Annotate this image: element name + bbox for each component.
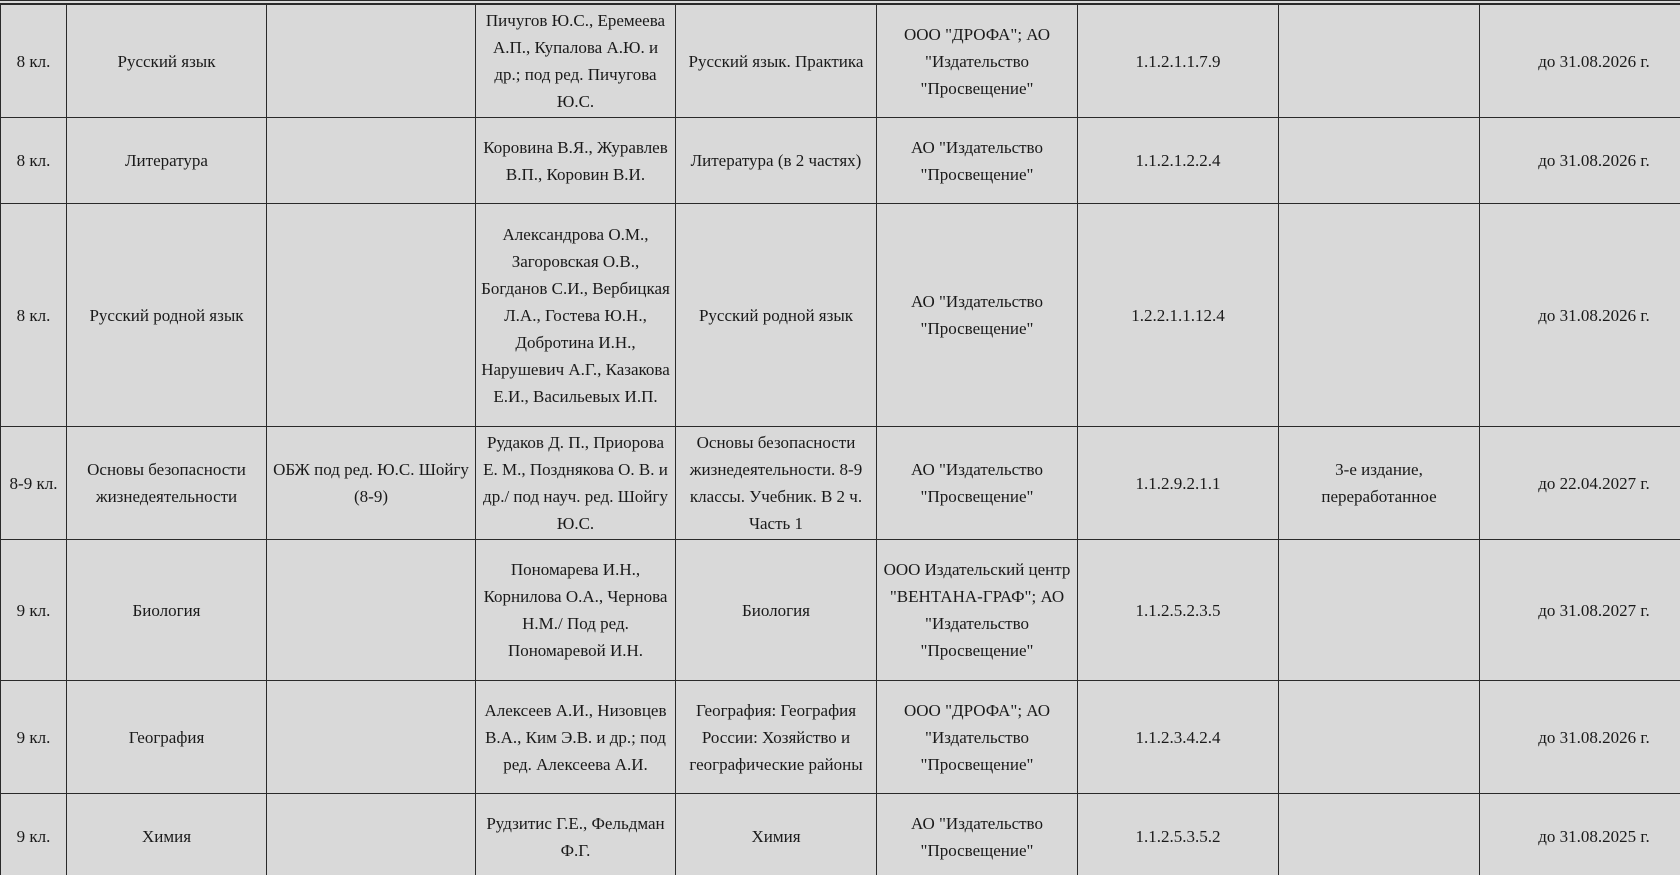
grade-cell[interactable]: 9 кл.: [1, 540, 67, 681]
subject-cell[interactable]: Русский родной язык: [67, 204, 267, 427]
note-cell[interactable]: [1279, 5, 1480, 118]
deadline-cell[interactable]: до 31.08.2025 г.: [1480, 794, 1680, 875]
grade-cell[interactable]: 8-9 кл.: [1, 427, 67, 540]
authors-cell[interactable]: Алексеев А.И., Низовцев В.А., Ким Э.В. и др.; под ред. Алексеева А.И.: [476, 681, 676, 794]
deadline-cell[interactable]: до 31.08.2026 г.: [1480, 5, 1680, 118]
grade-cell[interactable]: 8 кл.: [1, 5, 67, 118]
grade-cell[interactable]: 8 кл.: [1, 118, 67, 204]
note-cell[interactable]: [1279, 540, 1480, 681]
note-cell[interactable]: [1279, 204, 1480, 427]
textbook-list-table: [0, 4, 1680, 875]
grade-cell[interactable]: 8 кл.: [1, 204, 67, 427]
note-cell[interactable]: [1279, 118, 1480, 204]
title-cell[interactable]: Химия: [676, 794, 877, 875]
publisher-cell[interactable]: АО "Издательство "Просвещение": [877, 794, 1078, 875]
table-row: [1, 118, 1680, 204]
note-cell[interactable]: 3-е издание, переработанное: [1279, 427, 1480, 540]
publisher-cell[interactable]: ООО Издательский центр "ВЕНТАНА-ГРАФ"; АО "Издательство "Просвещение": [877, 540, 1078, 681]
series-cell[interactable]: [267, 540, 476, 681]
series-cell[interactable]: [267, 794, 476, 875]
subject-cell[interactable]: Химия: [67, 794, 267, 875]
previous-row-edge: [0, 0, 1680, 4]
authors-cell[interactable]: Рудаков Д. П., Приорова Е. М., Позднякова О. В. и др./ под науч. ред. Шойгу Ю.С.: [476, 427, 676, 540]
series-cell[interactable]: [267, 681, 476, 794]
note-cell[interactable]: [1279, 681, 1480, 794]
subject-cell[interactable]: Литература: [67, 118, 267, 204]
table-row: [1, 5, 1680, 118]
note-cell[interactable]: [1279, 794, 1480, 875]
deadline-cell[interactable]: до 31.08.2026 г.: [1480, 118, 1680, 204]
title-cell[interactable]: Основы безопасности жизнедеятельности. 8-9 классы. Учебник. В 2 ч. Часть 1: [676, 427, 877, 540]
deadline-cell[interactable]: до 31.08.2026 г.: [1480, 204, 1680, 427]
code-cell[interactable]: 1.1.2.1.1.7.9: [1078, 5, 1279, 118]
table-row: [1, 540, 1680, 681]
code-cell[interactable]: 1.1.2.9.2.1.1: [1078, 427, 1279, 540]
series-cell[interactable]: [267, 5, 476, 118]
code-cell[interactable]: 1.1.2.3.4.2.4: [1078, 681, 1279, 794]
table-row: [1, 427, 1680, 540]
title-cell[interactable]: Русский язык. Практика: [676, 5, 877, 118]
subject-cell[interactable]: Биология: [67, 540, 267, 681]
publisher-cell[interactable]: ООО "ДРОФА"; АО "Издательство "Просвещение": [877, 5, 1078, 118]
table-row: [1, 794, 1680, 875]
title-cell[interactable]: Русский родной язык: [676, 204, 877, 427]
series-cell[interactable]: [267, 118, 476, 204]
deadline-cell[interactable]: до 31.08.2027 г.: [1480, 540, 1680, 681]
grade-cell[interactable]: 9 кл.: [1, 681, 67, 794]
authors-cell[interactable]: Пичугов Ю.С., Еремеева А.П., Купалова А.Ю. и др.; под ред. Пичугова Ю.С.: [476, 5, 676, 118]
table-row: [1, 204, 1680, 427]
authors-cell[interactable]: Коровина В.Я., Журавлев В.П., Коровин В.И.: [476, 118, 676, 204]
grade-cell[interactable]: 9 кл.: [1, 794, 67, 875]
publisher-cell[interactable]: АО "Издательство "Просвещение": [877, 118, 1078, 204]
series-cell[interactable]: ОБЖ под ред. Ю.С. Шойгу (8-9): [267, 427, 476, 540]
title-cell[interactable]: Биология: [676, 540, 877, 681]
code-cell[interactable]: 1.1.2.1.2.2.4: [1078, 118, 1279, 204]
title-cell[interactable]: Литература (в 2 частях): [676, 118, 877, 204]
title-cell[interactable]: География: География России: Хозяйство и географические районы: [676, 681, 877, 794]
series-cell[interactable]: [267, 204, 476, 427]
publisher-cell[interactable]: АО "Издательство "Просвещение": [877, 427, 1078, 540]
publisher-cell[interactable]: ООО "ДРОФА"; АО "Издательство "Просвещение": [877, 681, 1078, 794]
table-row: [1, 681, 1680, 794]
publisher-cell[interactable]: АО "Издательство "Просвещение": [877, 204, 1078, 427]
authors-cell[interactable]: Александрова О.М., Загоровская О.В., Богданов С.И., Вербицкая Л.А., Гостева Ю.Н., Добротина И.Н., Нарушевич А.Г., Казакова Е.И., Васильевых И.П.: [476, 204, 676, 427]
deadline-cell[interactable]: до 22.04.2027 г.: [1480, 427, 1680, 540]
subject-cell[interactable]: География: [67, 681, 267, 794]
authors-cell[interactable]: Пономарева И.Н., Корнилова О.А., Чернова Н.М./ Под ред. Пономаревой И.Н.: [476, 540, 676, 681]
authors-cell[interactable]: Рудзитис Г.Е., Фельдман Ф.Г.: [476, 794, 676, 875]
code-cell[interactable]: 1.1.2.5.3.5.2: [1078, 794, 1279, 875]
subject-cell[interactable]: Основы безопасности жизнедеятельности: [67, 427, 267, 540]
deadline-cell[interactable]: до 31.08.2026 г.: [1480, 681, 1680, 794]
code-cell[interactable]: 1.2.2.1.1.12.4: [1078, 204, 1279, 427]
subject-cell[interactable]: Русский язык: [67, 5, 267, 118]
code-cell[interactable]: 1.1.2.5.2.3.5: [1078, 540, 1279, 681]
